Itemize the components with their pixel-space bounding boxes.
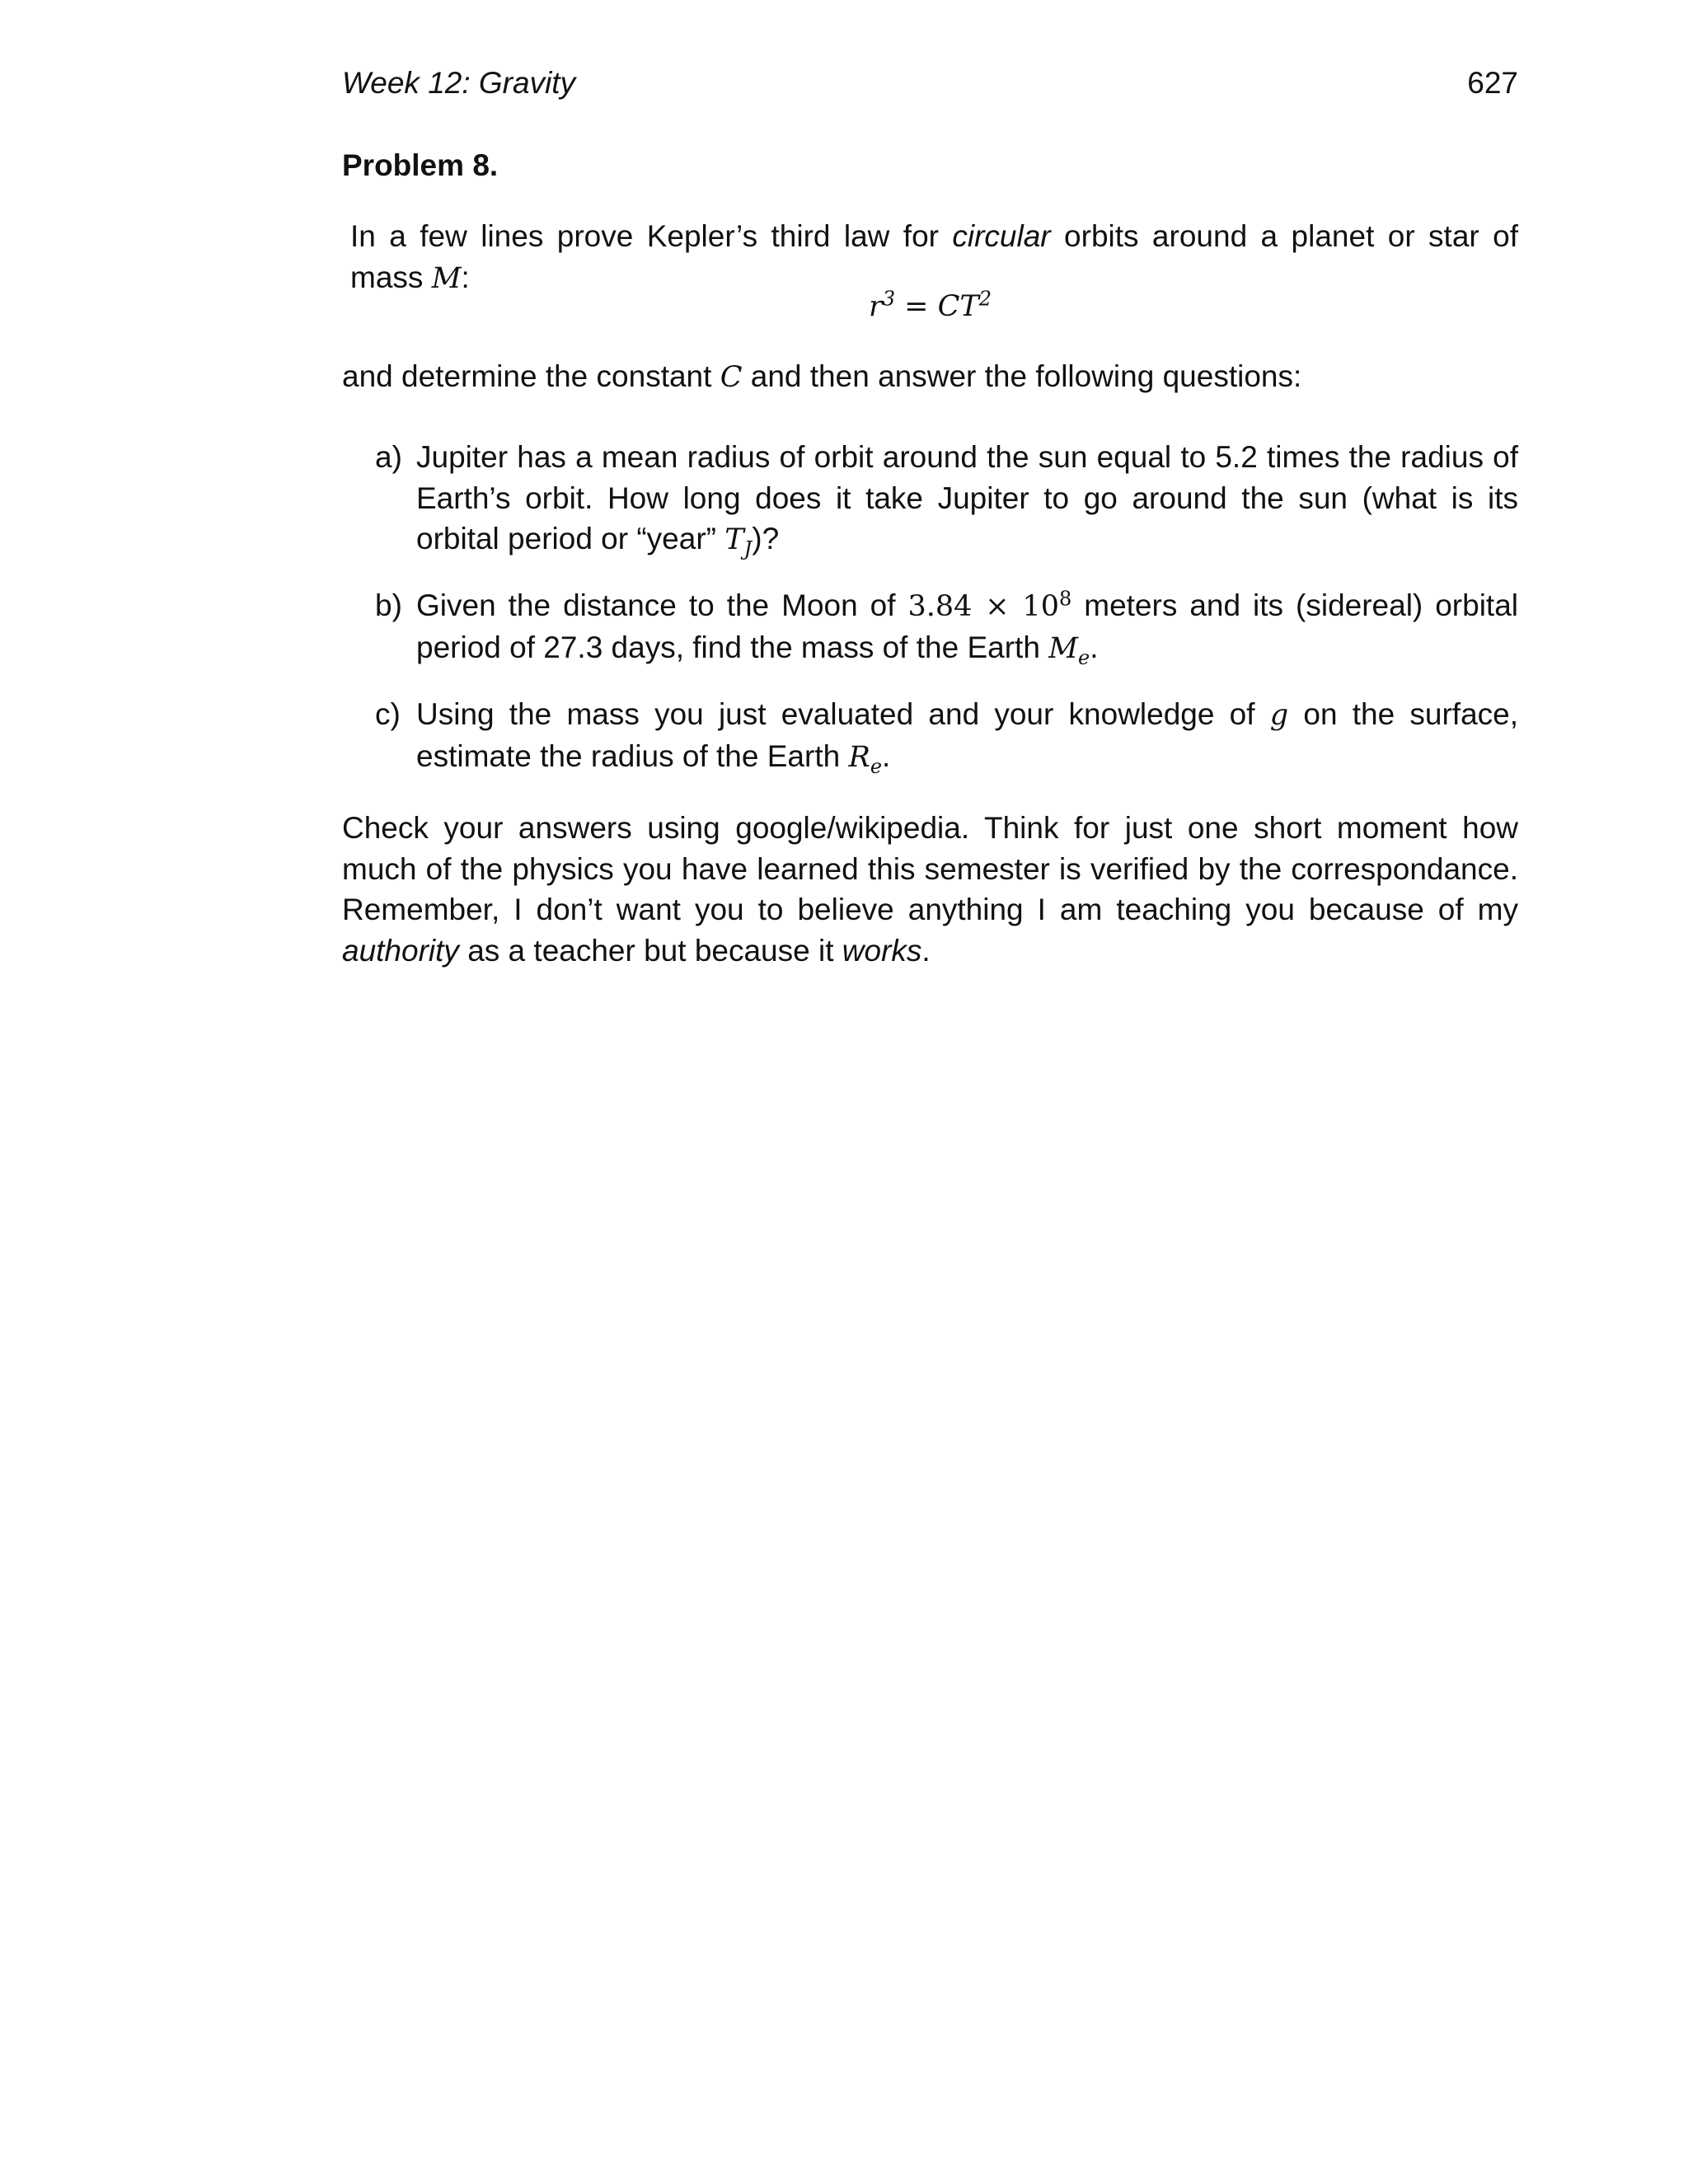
equation-t-exponent: 2 bbox=[978, 287, 992, 311]
item-marker: b) bbox=[375, 588, 402, 622]
closing-paragraph: Check your answers using google/wikipedia. Think for just one short moment how much of the physics you have learned this semester is verified by the correspondance. Remember, I don’t want you to believe anything I am teaching you because of my authority as a teacher but because it works. bbox=[342, 811, 1518, 968]
list-item: a) Jupiter has a mean radius of orbit around the sun equal to 5.2 times the radius of Earth’s orbit. How long does it take Jupiter to go around the sun (what is its orbital period or “year” $T_J$)? bbox=[342, 437, 1518, 561]
constant-instruction: and determine the constant C and then answer the following questions: bbox=[342, 359, 1302, 394]
list-item: b) Given the distance to the Moon of $3.84 \times 10^8$ meters and its (sidereal) orbital period of 27.3 days, find the mass of the Earth $M_e$. bbox=[342, 585, 1518, 670]
emphasis-works: works bbox=[842, 933, 922, 968]
item-marker: a) bbox=[375, 440, 402, 474]
intro-text-cont: orbits around a planet or star of mass bbox=[350, 219, 1519, 294]
chapter-title: Week 12: Gravity bbox=[342, 66, 576, 100]
constant-symbol: C bbox=[720, 361, 743, 394]
problem-heading: Problem 8. bbox=[342, 148, 499, 182]
item-text: Using the mass you just evaluated and your knowledge of bbox=[416, 696, 1270, 731]
earth-radius-symbol: $R_e$ bbox=[848, 741, 883, 778]
gravity-symbol: g bbox=[1269, 698, 1289, 732]
item-marker: c) bbox=[375, 696, 401, 731]
equation-r: $r^3$ bbox=[869, 287, 896, 323]
intro-text: In a few lines prove Kepler’s third law for bbox=[350, 219, 953, 253]
intro-end: : bbox=[461, 260, 470, 294]
jupiter-period-symbol: $T_J$ bbox=[724, 523, 753, 560]
equation-ct: $CT^2$ bbox=[937, 287, 992, 323]
mass-symbol: M bbox=[431, 261, 462, 295]
intro-emphasis: circular bbox=[952, 219, 1051, 253]
emphasis-authority: authority bbox=[342, 933, 459, 968]
equation-r-exponent: 3 bbox=[882, 287, 896, 311]
item-text: Jupiter has a mean radius of orbit around the sun equal to 5.2 times the radius of Earth’s orbit. How long does it take Jupiter to go around the sun (what is its orbital period or “year” bbox=[416, 440, 1518, 555]
earth-mass-symbol: $M_e$ bbox=[1048, 632, 1090, 669]
document-page bbox=[342, 0, 1518, 2184]
question-list bbox=[342, 437, 1518, 779]
item-text: Given the distance to the Moon of bbox=[416, 588, 908, 622]
running-header bbox=[342, 63, 1518, 104]
moon-distance-value: $3.84 \times 10^8$ bbox=[907, 586, 1072, 623]
kepler-equation bbox=[342, 285, 1518, 327]
list-item: c) Using the mass you just evaluated and your knowledge of g on the surface, estimate the radius of the Earth $R_e$. bbox=[342, 694, 1518, 779]
page-number: 627 bbox=[1467, 66, 1518, 100]
equation-equals: = bbox=[895, 290, 938, 323]
